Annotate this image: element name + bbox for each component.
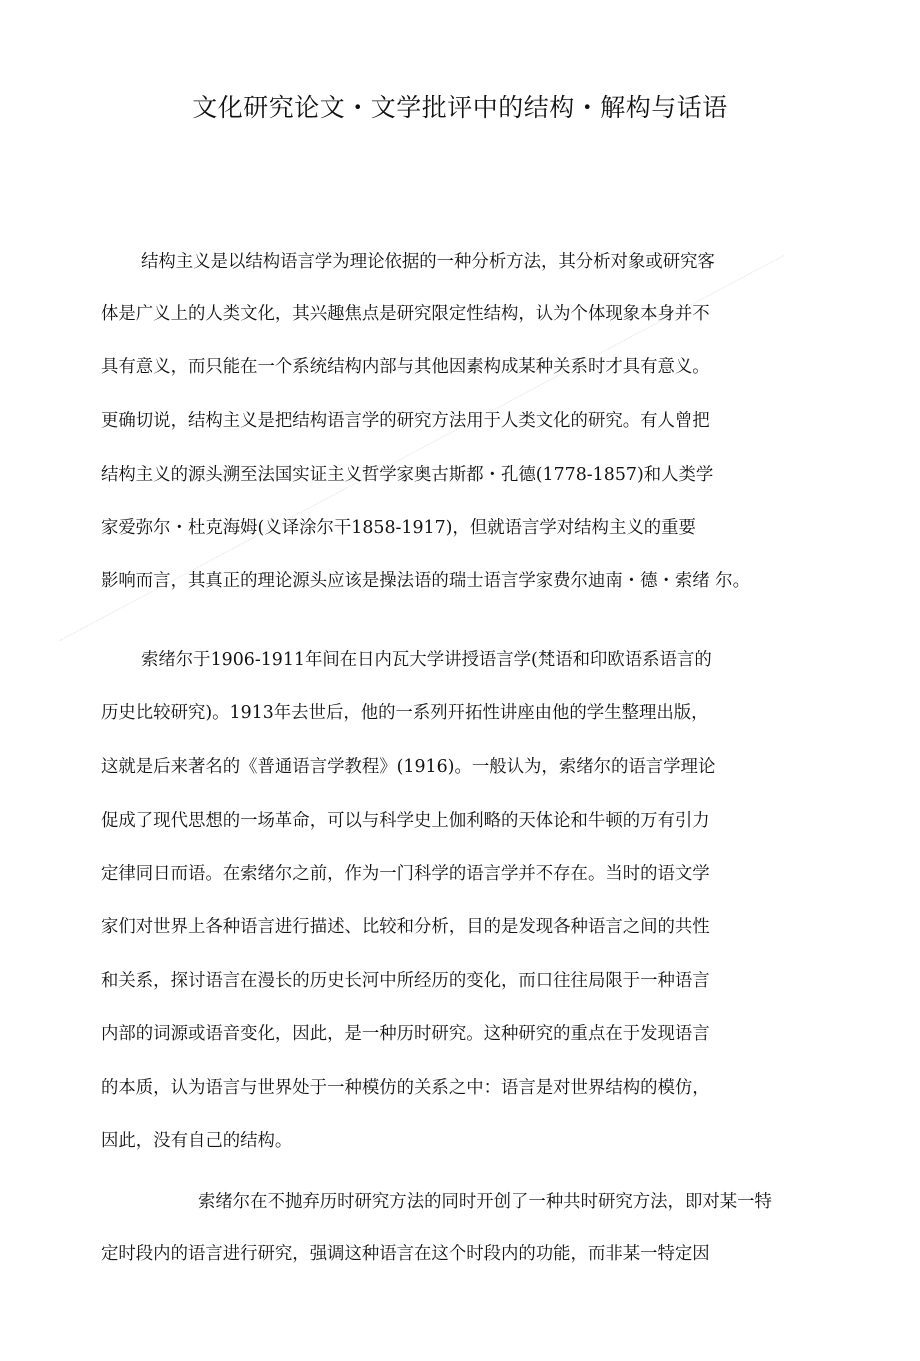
page-title: 文化研究论文・文学批评中的结构・解构与话语	[192, 93, 728, 122]
paragraph-line: 家爱弥尔・杜克海姆(义译涂尔干1858-1917)，但就语言学对结构主义的重要	[101, 518, 696, 538]
paragraph-line: 索绪尔于1906-1911年间在日内瓦大学讲授语言学(梵语和印欧语系语言的	[141, 650, 712, 670]
paragraph-line: 这就是后来著名的《普通语言学教程》(1916)。一般认为，索绪尔的语言学理论	[101, 757, 716, 777]
paragraph-line: 更确切说，结构主义是把结构语言学的研究方法用于人类文化的研究。有人曾把	[101, 411, 710, 431]
paragraph-line: 具有意义，而只能在一个系统结构内部与其他因素构成某种关系时才具有意义。	[101, 357, 710, 377]
paragraph-line: 内部的词源或语音变化，因此，是一种历时研究。这种研究的重点在于发现语言	[101, 1024, 710, 1044]
paragraph-line: 结构主义是以结构语言学为理论依据的一种分析方法，其分析对象或研究客	[141, 252, 715, 272]
paragraph-line: 因此，没有自己的结构。	[101, 1131, 293, 1151]
paragraph-line: 定律同日而语。在索绪尔之前，作为一门科学的语言学并不存在。当时的语文学	[101, 864, 710, 884]
paragraph-line: 的本质，认为语言与世界处于一种模仿的关系之中：语言是对世界结构的模仿，	[101, 1078, 710, 1098]
paragraph-line: 历史比较研究)。1913年去世后，他的一系列幵拓性讲座由他的学生整理出版，	[101, 703, 709, 723]
paragraph-line: 影响而言，其真正的理论源头应该是操法语的瑞士语言学家费尔迪南・德・索绪 尔。	[101, 571, 750, 591]
paragraph-line: 促成了现代思想的一场革命，可以与科学史上伽利略的天体论和牛顿的万有引力	[101, 811, 710, 831]
paragraph-line: 索绪尔在不抛弃历时研究方法的同时开创了一种共时研究方法，即对某一特	[198, 1192, 772, 1212]
paragraph-line: 定时段内的语言进行研究，强调这种语言在这个时段内的功能，而非某一特定因	[101, 1244, 710, 1264]
paragraph-line: 家们对世界上各种语言进行描述、比较和分析，目的是发现各种语言之间的共性	[101, 917, 710, 937]
paragraph-line: 结构主义的源头溯至法国实证主义哲学家奥古斯都・孔德(1778-1857)和人类学	[101, 465, 714, 485]
paragraph-line: 和关系，探讨语言在漫长的历史长河中所经历的变化，而口往往局限于一种语言	[101, 971, 710, 991]
paragraph-line: 体是广义上的人类文化，其兴趣焦点是研究限定性结构，认为个体现象本身并不	[101, 304, 710, 324]
